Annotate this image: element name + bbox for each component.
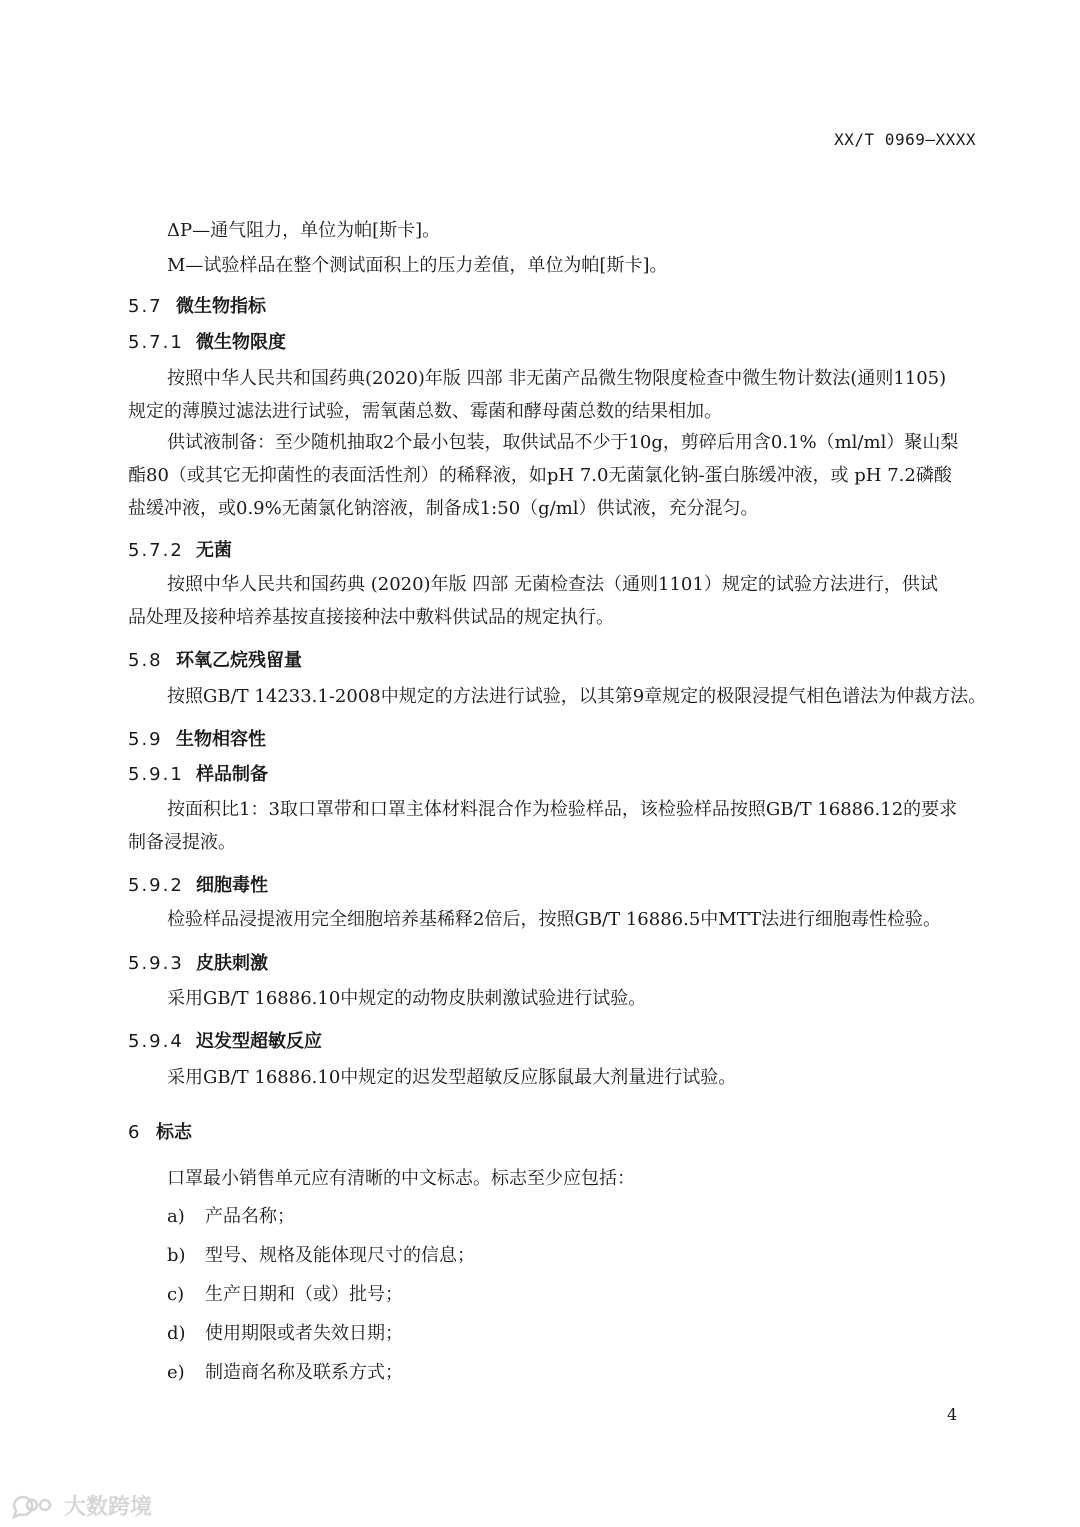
list-label: a) [167, 1206, 185, 1227]
heading-5-9 [128, 727, 266, 753]
section-title: 生物相容性 [176, 729, 266, 750]
list-label: b) [167, 1245, 186, 1266]
list-text: 生产日期和（或）批号； [205, 1284, 403, 1305]
paragraph-line: 按照中华人民共和国药典 (2020)年版 四部 无菌检查法（通则1101）规定的试验方法进行，供试 [167, 574, 938, 595]
list-item [167, 1282, 403, 1308]
section-title: 细胞毒性 [196, 875, 268, 896]
section-title: 皮肤刺激 [196, 953, 268, 974]
paragraph-line: 检验样品浸提液用完全细胞培养基稀释2倍后，按照GB/T 16886.5中MTT法进行细胞毒性检验。 [167, 909, 942, 930]
section-number: 5.9 [128, 729, 163, 750]
paragraph-line: 盐缓冲液，或0.9%无菌氯化钠溶液，制备成1:50（g/ml）供试液，充分混匀。 [128, 498, 759, 519]
section-number: 5.7 [128, 296, 163, 317]
paragraph-line: 制备浸提液。 [128, 832, 236, 853]
paragraph-line: 按面积比1：3取口罩带和口罩主体材料混合作为检验样品，该检验样品按照GB/T 16886.12的要求 [167, 799, 958, 820]
section-title: 样品制备 [196, 764, 268, 785]
section-number: 5.9.2 [128, 875, 184, 896]
paragraph-line: 品处理及接种培养基按直接接种法中敷料供试品的规定执行。 [128, 607, 614, 628]
section-title: 环氧乙烷残留量 [176, 650, 302, 671]
paragraph-line: 供试液制备：至少随机抽取2个最小包装，取供试品不少于10g，剪碎后用含0.1%（ml/ml）聚山梨 [167, 432, 959, 453]
list-text: 型号、规格及能体现尺寸的信息； [205, 1245, 475, 1266]
section-number: 5.9.1 [128, 764, 184, 785]
list-label: e) [167, 1362, 185, 1383]
section-title: 微生物指标 [176, 296, 266, 317]
heading-5-7-2 [128, 538, 232, 564]
chat-bubble-logo-icon [10, 1493, 60, 1519]
definition-delta-p: ΔP—通气阻力，单位为帕[斯卡]。 [167, 220, 441, 241]
heading-5-7 [128, 294, 266, 320]
heading-5-9-4 [128, 1029, 322, 1055]
heading-5-7-1 [128, 330, 286, 356]
list-text: 产品名称； [205, 1206, 295, 1227]
heading-5-8 [128, 648, 302, 674]
section-number: 5.8 [128, 650, 163, 671]
paragraph-line: 规定的薄膜过滤法进行试验，需氧菌总数、霉菌和酵母菌总数的结果相加。 [128, 401, 722, 422]
list-item [167, 1204, 295, 1230]
paragraph-line: 口罩最小销售单元应有清晰的中文标志。标志至少应包括： [167, 1168, 635, 1189]
section-title: 标志 [156, 1122, 192, 1143]
list-label: d) [167, 1323, 186, 1344]
list-text: 使用期限或者失效日期； [205, 1323, 403, 1344]
paragraph-line: 按照GB/T 14233.1-2008中规定的方法进行试验，以其第9章规定的极限浸提气相色谱法为仲裁方法。 [167, 686, 987, 707]
list-label: c) [167, 1284, 185, 1305]
section-title: 迟发型超敏反应 [196, 1031, 322, 1052]
section-title: 微生物限度 [196, 332, 286, 353]
paragraph-line: 按照中华人民共和国药典(2020)年版 四部 非无菌产品微生物限度检查中微生物计数法(通则1105) [167, 368, 947, 389]
heading-5-9-2 [128, 873, 268, 899]
section-number: 5.9.3 [128, 953, 184, 974]
watermark-text: 大数跨境 [64, 1495, 153, 1520]
paragraph-line: 采用GB/T 16886.10中规定的动物皮肤刺激试验进行试验。 [167, 988, 647, 1009]
section-title: 无菌 [196, 540, 232, 561]
list-text: 制造商名称及联系方式； [205, 1362, 403, 1383]
section-number: 6 [128, 1122, 142, 1143]
section-number: 5.7.2 [128, 540, 184, 561]
paragraph-line: 采用GB/T 16886.10中规定的迟发型超敏反应豚鼠最大剂量进行试验。 [167, 1067, 737, 1088]
document-code: XX/T 0969—XXXX [834, 130, 976, 149]
heading-5-9-1 [128, 762, 268, 788]
definition-m: M—试验样品在整个测试面积上的压力差值，单位为帕[斯卡]。 [167, 255, 668, 276]
watermark [10, 1490, 152, 1521]
section-number: 5.9.4 [128, 1031, 184, 1052]
section-number: 5.7.1 [128, 332, 184, 353]
list-item [167, 1243, 475, 1269]
page-number: 4 [947, 1405, 958, 1424]
heading-5-9-3 [128, 951, 268, 977]
paragraph-line: 酯80（或其它无抑菌性的表面活性剂）的稀释液，如pH 7.0无菌氯化钠-蛋白胨缓冲液，或 pH 7.2磷酸 [128, 465, 952, 486]
list-item [167, 1321, 403, 1347]
heading-6 [128, 1120, 192, 1146]
list-item [167, 1360, 403, 1386]
